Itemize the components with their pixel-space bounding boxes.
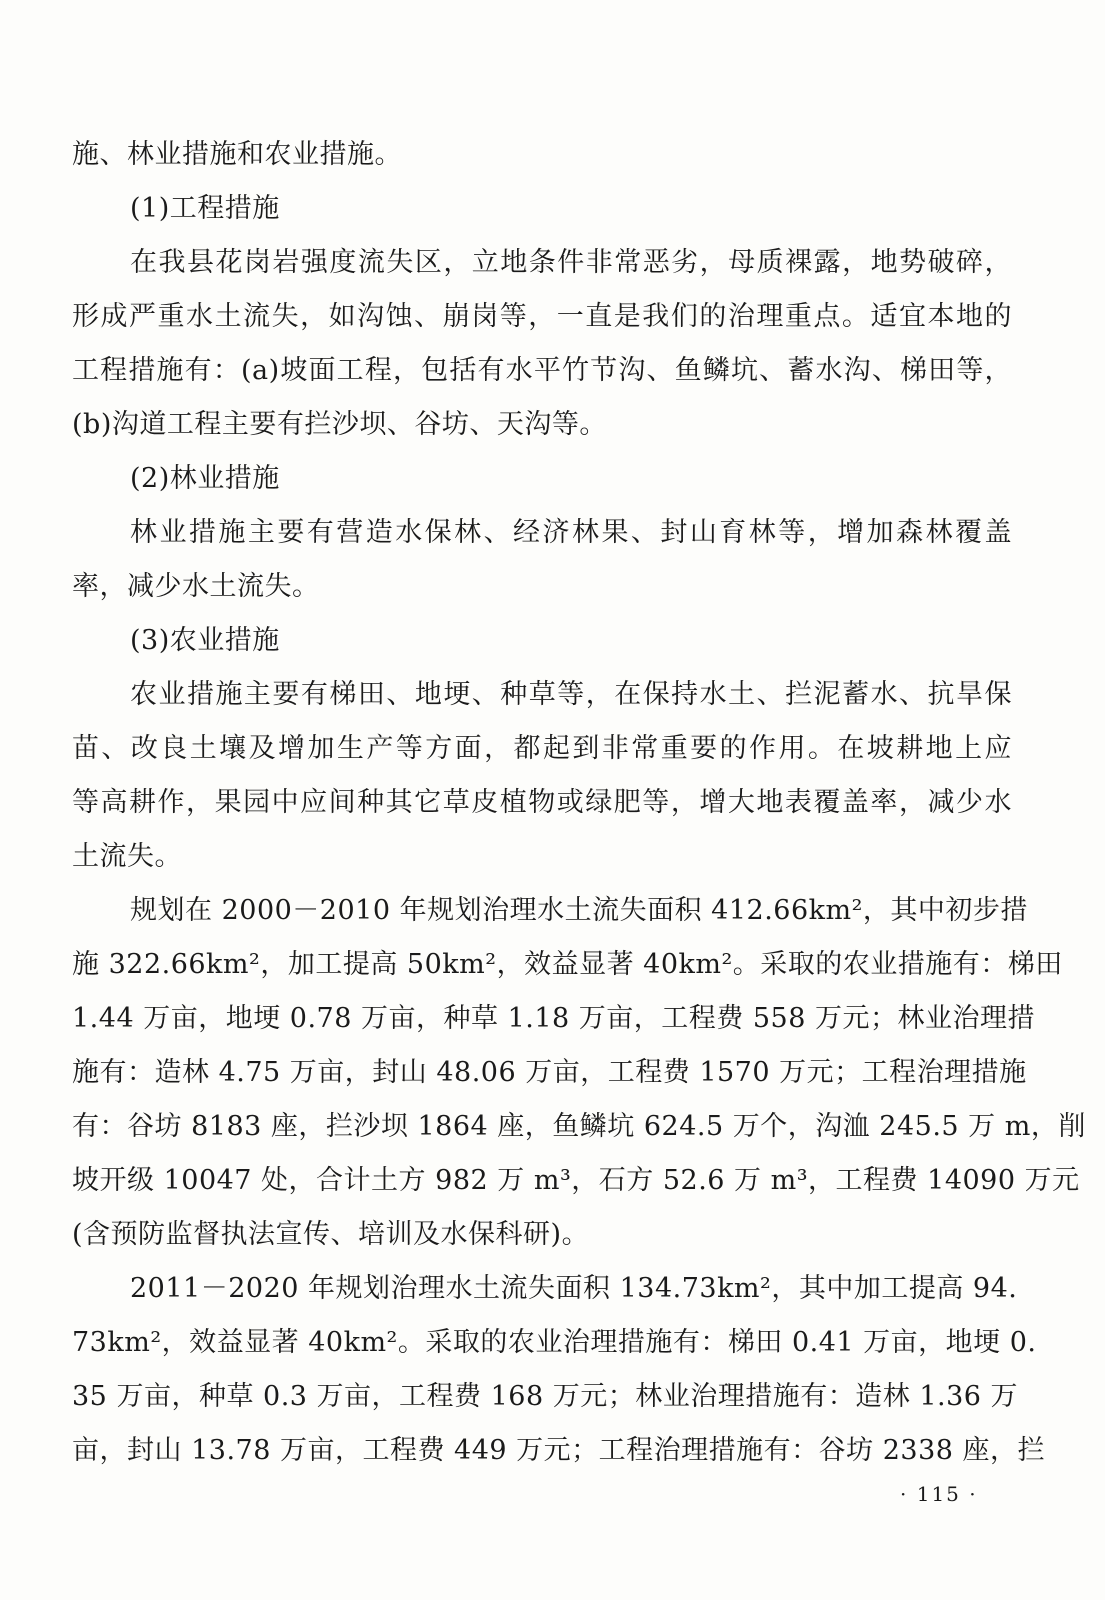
text-line: 等高耕作，果园中应间种其它草皮植物或绿肥等，增大地表覆盖率，减少水 xyxy=(72,787,1012,818)
text-line: 形成严重水土流失，如沟蚀、崩岗等，一直是我们的治理重点。适宜本地的 xyxy=(72,301,1012,332)
text-line: (含预防监督执法宣传、培训及水保科研)。 xyxy=(72,1219,590,1250)
text-line: (b)沟道工程主要有拦沙坝、谷坊、天沟等。 xyxy=(72,409,607,440)
document-body xyxy=(72,128,1086,1478)
page-number: · 115 · xyxy=(900,1482,978,1506)
text-line: 坡开级 10047 处，合计土方 982 万 m³，石方 52.6 万 m³，工程费 14090 万元 xyxy=(72,1165,1080,1196)
text-line: 土流失。 xyxy=(72,841,182,872)
text-line: 有：谷坊 8183 座，拦沙坝 1864 座，鱼鳞坑 624.5 万个，沟洫 245.5 万 m，削 xyxy=(72,1111,1086,1142)
text-line: 35 万亩，种草 0.3 万亩，工程费 168 万元；林业治理措施有：造林 1.36 万 xyxy=(72,1381,1019,1412)
section-heading: (1)工程措施 xyxy=(130,193,280,224)
text-line: 林业措施主要有营造水保林、经济林果、封山育林等，增加森林覆盖 xyxy=(130,517,1012,548)
text-line: 施、林业措施和农业措施。 xyxy=(72,139,402,170)
text-line: 工程措施有：(a)坡面工程，包括有水平竹节沟、鱼鳞坑、蓄水沟、梯田等， xyxy=(72,355,1012,386)
text-line: 施有：造林 4.75 万亩，封山 48.06 万亩，工程费 1570 万元；工程治理措施 xyxy=(72,1057,1027,1088)
text-line: 1.44 万亩，地埂 0.78 万亩，种草 1.18 万亩，工程费 558 万元；林业治理措 xyxy=(72,1003,1035,1034)
section-heading: (3)农业措施 xyxy=(130,625,280,656)
text-line: 规划在 2000－2010 年规划治理水土流失面积 412.66km²，其中初步措 xyxy=(130,895,1028,926)
text-line: 施 322.66km²，加工提高 50km²，效益显著 40km²。采取的农业措施有：梯田 xyxy=(72,949,1063,980)
text-line: 农业措施主要有梯田、地埂、种草等，在保持水土、拦泥蓄水、抗旱保 xyxy=(130,679,1012,710)
text-line: 2011－2020 年规划治理水土流失面积 134.73km²，其中加工提高 94. xyxy=(130,1273,1018,1304)
text-line: 率，减少水土流失。 xyxy=(72,571,320,602)
text-line: 在我县花岗岩强度流失区，立地条件非常恶劣，母质裸露，地势破碎， xyxy=(130,247,1012,278)
text-line: 73km²，效益显著 40km²。采取的农业治理措施有：梯田 0.41 万亩，地埂 0. xyxy=(72,1327,1037,1358)
text-line: 苗、改良土壤及增加生产等方面，都起到非常重要的作用。在坡耕地上应 xyxy=(72,733,1012,764)
section-heading: (2)林业措施 xyxy=(130,463,280,494)
text-line: 亩，封山 13.78 万亩，工程费 449 万元；工程治理措施有：谷坊 2338 座，拦 xyxy=(72,1435,1046,1466)
